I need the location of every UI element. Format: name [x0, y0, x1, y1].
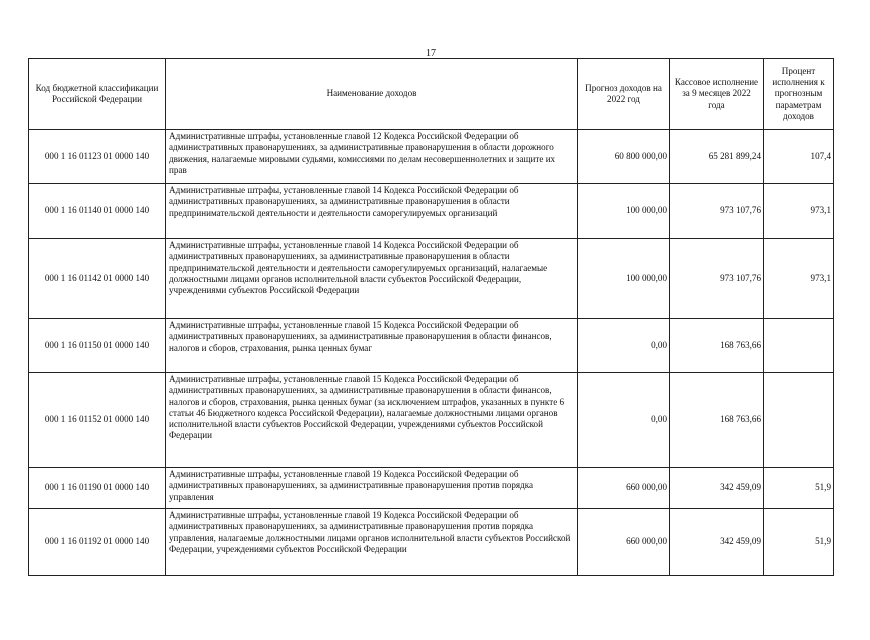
table-row: [29, 373, 834, 468]
cell-percent: [764, 319, 834, 373]
header-name: Наименование доходов: [166, 59, 578, 130]
cell-percent: 973,1: [764, 239, 834, 319]
cell-forecast: 60 800 000,00: [578, 130, 670, 184]
header-percent: Процент исполнения к прогнозным параметрам доходов: [764, 59, 834, 130]
table-row: [29, 239, 834, 319]
cell-executed: 342 459,09: [670, 509, 764, 576]
cell-forecast: 100 000,00: [578, 239, 670, 319]
table-header-row: [29, 59, 834, 130]
cell-percent: [764, 373, 834, 468]
page-number: 17: [426, 48, 436, 59]
header-forecast: Прогноз доходов на 2022 год: [578, 59, 670, 130]
header-executed: Кассовое исполнение за 9 месяцев 2022 года: [670, 59, 764, 130]
cell-forecast: 660 000,00: [578, 509, 670, 576]
header-code: Код бюджетной классификации Российской Федерации: [29, 59, 166, 130]
table-row: [29, 184, 834, 239]
cell-executed: 65 281 899,24: [670, 130, 764, 184]
cell-code: 000 1 16 01140 01 0000 140: [29, 184, 166, 239]
cell-name: Административные штрафы, установленные главой 12 Кодекса Российской Федерации об административных правонарушениях, за административные правонарушения в области дорожного движения, налагаемые мировыми судьями, комиссиями по делам несовершеннолетних и защите их прав: [166, 130, 578, 184]
cell-executed: 168 763,66: [670, 373, 764, 468]
cell-code: 000 1 16 01192 01 0000 140: [29, 509, 166, 576]
cell-code: 000 1 16 01190 01 0000 140: [29, 468, 166, 509]
cell-percent: 51,9: [764, 468, 834, 509]
cell-percent: 107,4: [764, 130, 834, 184]
cell-name: Административные штрафы, установленные главой 15 Кодекса Российской Федерации об административных правонарушениях, за административные правонарушения в области финансов, налогов и сборов, страхования, рынка ценных бумаг (за исключением штрафов, указанных в пункте 6 статьи 46 Бюджетного кодекса Российской Федерации), налагаемые должностными лицами органов исполнительной власти субъектов Российской Федерации, учреждениями субъектов Российской Федерации: [166, 373, 578, 468]
cell-code: 000 1 16 01123 01 0000 140: [29, 130, 166, 184]
cell-executed: 973 107,76: [670, 239, 764, 319]
cell-executed: 168 763,66: [670, 319, 764, 373]
table-row: [29, 468, 834, 509]
cell-name: Административные штрафы, установленные главой 19 Кодекса Российской Федерации об административных правонарушениях, за административные правонарушения против порядка управления, налагаемые должностными лицами органов исполнительной власти субъектов Российской Федерации, учреждениями субъектов Российской Федерации: [166, 509, 578, 576]
cell-forecast: 660 000,00: [578, 468, 670, 509]
cell-executed: 342 459,09: [670, 468, 764, 509]
table-row: [29, 509, 834, 576]
cell-percent: 973,1: [764, 184, 834, 239]
cell-code: 000 1 16 01142 01 0000 140: [29, 239, 166, 319]
cell-forecast: 0,00: [578, 373, 670, 468]
cell-name: Административные штрафы, установленные главой 15 Кодекса Российской Федерации об административных правонарушениях, за административные правонарушения в области финансов, налогов и сборов, страхования, рынка ценных бумаг: [166, 319, 578, 373]
cell-forecast: 0,00: [578, 319, 670, 373]
cell-name: Административные штрафы, установленные главой 14 Кодекса Российской Федерации об административных правонарушениях, за административные правонарушения в области предпринимательской деятельности и деятельности саморегулируемых организаций: [166, 184, 578, 239]
cell-executed: 973 107,76: [670, 184, 764, 239]
cell-code: 000 1 16 01152 01 0000 140: [29, 373, 166, 468]
cell-name: Административные штрафы, установленные главой 14 Кодекса Российской Федерации об административных правонарушениях, за административные правонарушения в области предпринимательской деятельности и деятельности саморегулируемых организаций, налагаемые должностными лицами органов исполнительной власти субъектов Российской Федерации, учреждениями субъектов Российской Федерации: [166, 239, 578, 319]
table-row: [29, 319, 834, 373]
cell-forecast: 100 000,00: [578, 184, 670, 239]
table-row: [29, 130, 834, 184]
cell-name: Административные штрафы, установленные главой 19 Кодекса Российской Федерации об административных правонарушениях, за административные правонарушения против порядка управления: [166, 468, 578, 509]
table-body: [29, 130, 834, 576]
cell-percent: 51,9: [764, 509, 834, 576]
cell-code: 000 1 16 01150 01 0000 140: [29, 319, 166, 373]
income-table: [28, 58, 834, 576]
